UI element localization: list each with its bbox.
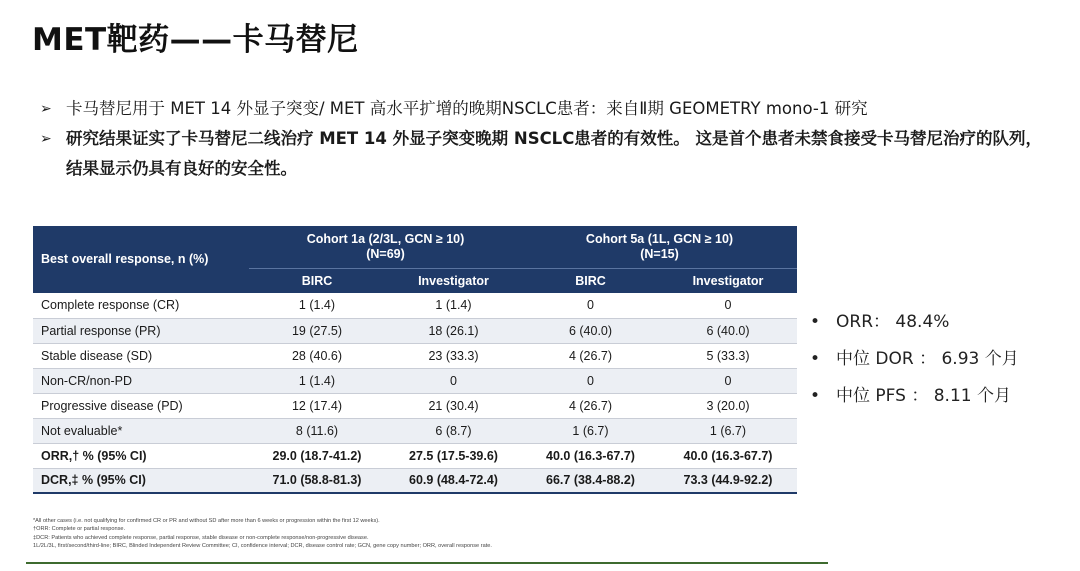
bullet-list (40, 94, 1050, 184)
table-cell: 4 (26.7) (522, 343, 659, 368)
bullet-dot-icon: • (810, 386, 821, 406)
row-label: DCR,‡ % (95% CI) (33, 468, 249, 493)
table-row-dcr (33, 468, 797, 493)
table-cell: 0 (522, 293, 659, 318)
arrow-bullet-icon: ➢ (40, 101, 52, 117)
key-stats-list (810, 304, 1019, 415)
stat-text: ORR： 48.4% (836, 312, 950, 332)
table-cell: 21 (30.4) (385, 393, 522, 418)
table-cell: 0 (385, 368, 522, 393)
table-cell: 0 (659, 368, 797, 393)
table-row (33, 393, 797, 418)
table-cell: 1 (1.4) (249, 293, 385, 318)
table-cell: 19 (27.5) (249, 318, 385, 343)
table-cell: 23 (33.3) (385, 343, 522, 368)
cohort-5a-n: (N=15) (640, 246, 679, 261)
table-row (33, 418, 797, 443)
page-title: MET靶药——卡马替尼 (32, 22, 359, 58)
col-header: Investigator (659, 268, 797, 293)
bullet-dot-icon: • (810, 349, 821, 369)
footnote: †ORR: Complete or partial response. (33, 526, 126, 533)
table-cell: 1 (1.4) (249, 368, 385, 393)
bullet-text: 研究结果证实了卡马替尼二线治疗 MET 14 外显子突变晚期 NSCLC患者的有效性。 这是首个患者未禁食接受卡马替尼治疗的队列，结果显示仍具有良好的安全性。 (66, 129, 1043, 178)
table-cell: 1 (6.7) (522, 418, 659, 443)
table-cell: 29.0 (18.7-41.2) (249, 443, 385, 468)
cohort-1a-header (249, 226, 522, 268)
table-cell: 18 (26.1) (385, 318, 522, 343)
table-cell: 12 (17.4) (249, 393, 385, 418)
stat-text: 中位 PFS ： 8.11 个月 (836, 386, 1011, 406)
table-cell: 66.7 (38.4-88.2) (522, 468, 659, 493)
col-header: BIRC (522, 268, 659, 293)
table-cell: 6 (8.7) (385, 418, 522, 443)
table-cell: 4 (26.7) (522, 393, 659, 418)
response-table (33, 226, 797, 494)
table-cell: 6 (40.0) (659, 318, 797, 343)
footnotes (33, 517, 793, 551)
table-cell: 40.0 (16.3-67.7) (659, 443, 797, 468)
footnote: *All other cases (i.e. not qualifying for confirmed CR or PR and without SD after more than 6 weeks or progression within the first 12 weeks). (33, 518, 380, 524)
cohort-1a-title: Cohort 1a (2/3L, GCN ≥ 10) (306, 231, 465, 246)
bullet-text: 卡马替尼用于 MET 14 外显子突变/ MET 高水平扩增的晚期NSCLC患者：来自Ⅱ期 GEOMETRY mono-1 研究 (66, 99, 868, 118)
cohort-1a-n: (N=69) (366, 246, 405, 261)
bullet-item-2 (40, 124, 1050, 184)
row-label: Not evaluable* (33, 418, 249, 443)
table-cell: 27.5 (17.5-39.6) (385, 443, 522, 468)
bullet-item-1 (40, 94, 1050, 124)
table-row-orr (33, 443, 797, 468)
table-cell: 0 (659, 293, 797, 318)
table-row (33, 343, 797, 368)
arrow-bullet-icon: ➢ (40, 131, 52, 147)
table-row (33, 368, 797, 393)
table-cell: 40.0 (16.3-67.7) (522, 443, 659, 468)
col-header: BIRC (249, 268, 385, 293)
row-label: Complete response (CR) (33, 293, 249, 318)
table-cell: 1 (6.7) (659, 418, 797, 443)
table-cell: 1 (1.4) (385, 293, 522, 318)
table-cell: 60.9 (48.4-72.4) (385, 468, 522, 493)
footnote: 1L/2L/3L, first/second/third-line; BIRC, Blinded Independent Review Committee; CI, confidence interval; DCR, disease control rate; GCN, gene copy number; ORR, overall response rate. (33, 543, 492, 550)
stat-orr (810, 304, 1019, 341)
cohort-5a-title: Cohort 5a (1L, GCN ≥ 10) (585, 231, 734, 246)
table-cell: 28 (40.6) (249, 343, 385, 368)
stat-pfs (810, 378, 1019, 415)
footnote: ‡DCR: Patients who achieved complete response, partial response, stable disease or non-complete response/non-progressive disease. (33, 534, 369, 541)
bottom-divider (26, 562, 828, 564)
table-cell: 5 (33.3) (659, 343, 797, 368)
row-label: Non-CR/non-PD (33, 368, 249, 393)
table-cell: 8 (11.6) (249, 418, 385, 443)
row-label: Partial response (PR) (33, 318, 249, 343)
table-row (33, 293, 797, 318)
cohort-5a-header (522, 226, 797, 268)
table-row (33, 318, 797, 343)
table-cell: 71.0 (58.8-81.3) (249, 468, 385, 493)
stat-text: 中位 DOR ： 6.93 个月 (836, 349, 1019, 369)
row-label: ORR,† % (95% CI) (33, 443, 249, 468)
table-cell: 0 (522, 368, 659, 393)
table-cell: 6 (40.0) (522, 318, 659, 343)
row-label: Progressive disease (PD) (33, 393, 249, 418)
bullet-dot-icon: • (810, 312, 821, 332)
stat-dor (810, 341, 1019, 378)
table-row-header: Best overall response, n (%) (33, 226, 249, 293)
col-header: Investigator (385, 268, 522, 293)
row-label: Stable disease (SD) (33, 343, 249, 368)
table-cell: 73.3 (44.9-92.2) (659, 468, 797, 493)
table-cell: 3 (20.0) (659, 393, 797, 418)
